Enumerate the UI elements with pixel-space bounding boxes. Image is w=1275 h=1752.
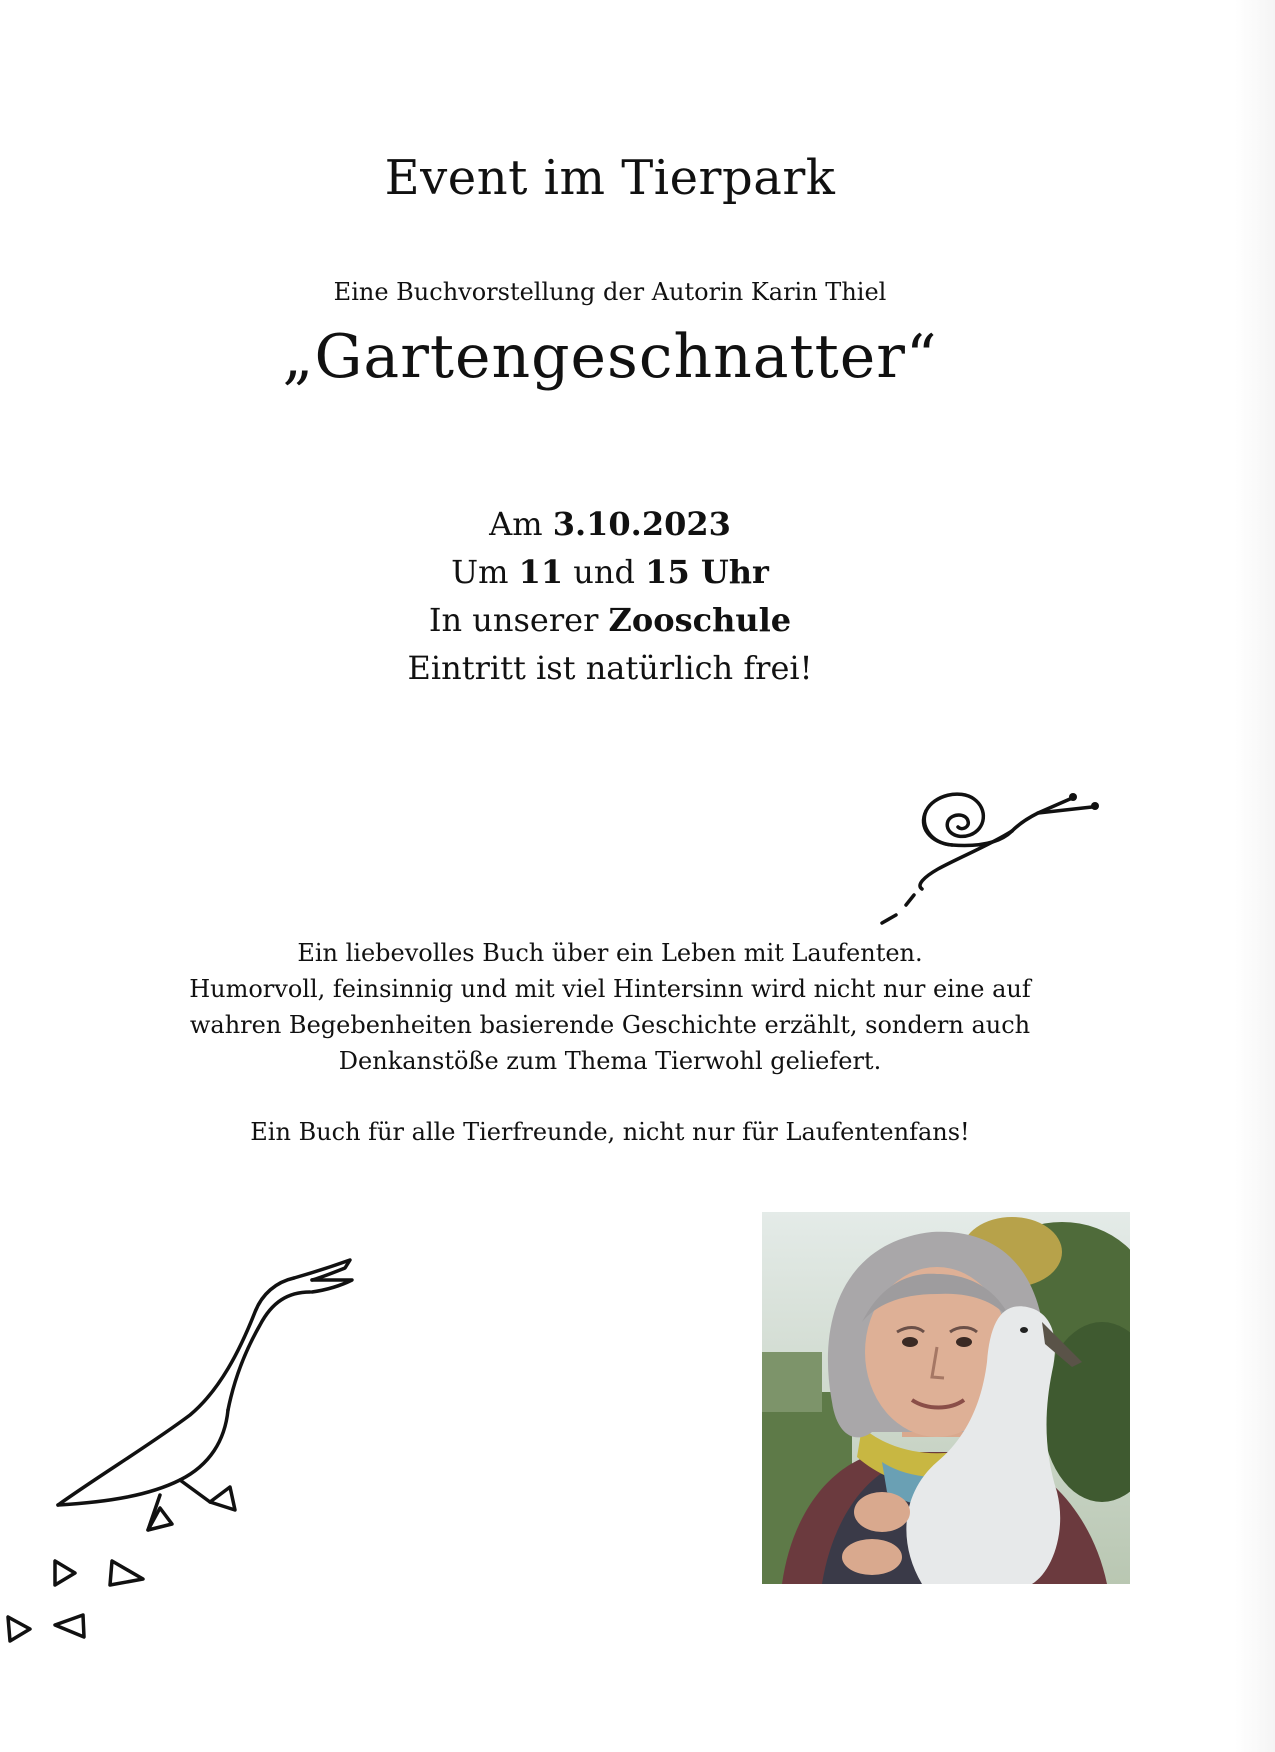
date-line	[0, 500, 1220, 548]
description-line: wahren Begebenheiten basierende Geschichte erzählt, sondern auch	[189, 1011, 1031, 1039]
time-line	[0, 548, 1220, 596]
event-title: Event im Tierpark	[384, 150, 836, 206]
snail-doodle-icon	[870, 765, 1140, 930]
author-photo-image	[762, 1212, 1130, 1584]
footprints-doodle-icon	[0, 1545, 160, 1655]
author-photo	[762, 1212, 1130, 1584]
place-line	[0, 596, 1220, 644]
date-prefix: Am	[489, 505, 553, 543]
event-subtitle: Eine Buchvorstellung der Autorin Karin Thiel	[333, 278, 887, 306]
book-title: „Gartengeschnatter“	[282, 322, 938, 392]
tagline: Ein Buch für alle Tierfreunde, nicht nur für Laufentenfans!	[250, 1118, 970, 1146]
event-details	[0, 500, 1220, 692]
scan-edge	[1235, 0, 1275, 1752]
event-date: 3.10.2023	[552, 505, 731, 543]
description-line: Ein liebevolles Buch über ein Leben mit Laufenten.	[297, 939, 923, 967]
description-line: Denkanstöße zum Thema Tierwohl geliefert.	[338, 1047, 882, 1075]
description-line: Humorvoll, feinsinnig und mit viel Hintersinn wird nicht nur eine auf	[189, 975, 1031, 1003]
event-time-1: 11	[518, 553, 564, 591]
time-prefix: Um	[451, 553, 519, 591]
book-description	[0, 935, 1220, 1079]
place-prefix: In unserer	[428, 601, 609, 639]
entry-line: Eintritt ist natürlich frei!	[407, 649, 813, 687]
event-time-2: 15 Uhr	[645, 553, 769, 591]
event-place: Zooschule	[608, 601, 792, 639]
duck-doodle-icon	[40, 1240, 370, 1540]
time-join: und	[563, 553, 646, 591]
